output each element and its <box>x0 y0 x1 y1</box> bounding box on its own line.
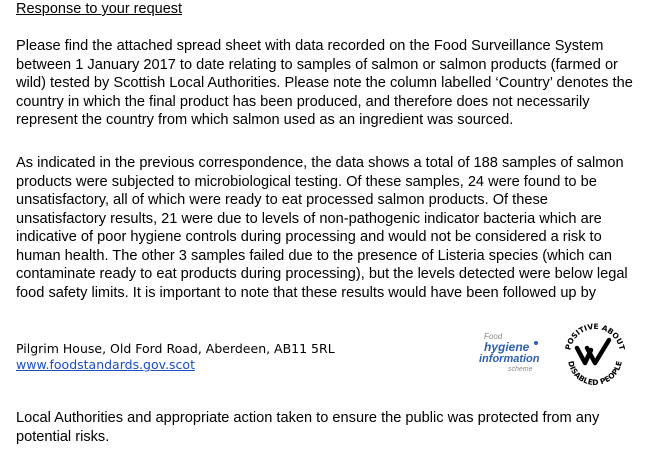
paragraph-line: potential risks. <box>16 428 110 445</box>
paragraph-line: products were subjected to microbiological testing. Of these samples, 24 were found to be <box>16 173 597 190</box>
paragraph-line: Local Authorities and appropriate action taken to ensure the public was protected from any <box>16 410 600 426</box>
ptd-logo-double-tick-icon <box>577 340 609 363</box>
paragraph-data-description <box>16 37 656 130</box>
paragraph-line: contaminate ready to eat products during processing), but the levels detected were below legal <box>16 266 628 282</box>
positive-about-disabled-people-logo <box>560 318 630 388</box>
paragraph-line: food safety limits. It is important to note that these results would have been followed up by <box>16 284 597 301</box>
website-link[interactable]: www.foodstandards.gov.scot <box>16 357 195 372</box>
paragraph-line: As indicated in the previous correspondence, the data shows a total of 188 samples of salmon <box>16 155 624 171</box>
fhis-logo-text-hygiene: hygiene <box>484 340 530 354</box>
paragraph-follow-up <box>16 409 656 446</box>
paragraph-line: represent the country from which salmon used as an ingredient was sourced. <box>16 112 514 128</box>
fhis-logo-text-information: information <box>479 353 540 365</box>
paragraph-test-results <box>16 154 656 302</box>
paragraph-line: unsatisfactory, all of which were ready to eat processed salmon products. Of these <box>16 192 548 208</box>
fhis-logo-text-food: Food <box>484 332 503 341</box>
paragraph-line: Please find the attached spread sheet with data recorded on the Food Surveillance System <box>16 38 604 54</box>
food-hygiene-information-scheme-logo <box>478 330 558 378</box>
ptd-logo-top-text: POSITIVE ABOUT <box>563 321 627 351</box>
fhis-logo-text-scheme: scheme <box>508 366 533 373</box>
fhis-logo-star-icon <box>534 341 538 345</box>
paragraph-line: unsatisfactory results, 21 were due to levels of non-pathogenic indicator bacteria which are <box>16 210 602 227</box>
page-heading: Response to your request <box>16 1 183 17</box>
footer-address: Pilgrim House, Old Ford Road, Aberdeen, AB11 5RL <box>16 341 335 356</box>
paragraph-line: indicative of poor hygiene controls during processing and would not be considered a risk to <box>16 229 602 245</box>
paragraph-line: human health. The other 3 samples failed due to the presence of Listeria species (which can <box>16 247 612 264</box>
paragraph-line: between 1 January 2017 to date relating to samples of salmon or salmon products (farmed or <box>16 56 618 73</box>
ptd-logo-bottom-text: DISABLED PEOPLE <box>566 359 624 388</box>
paragraph-line: wild) tested by Scottish Local Authorities. Please note the column labelled ‘Country’ denotes the <box>16 75 633 91</box>
paragraph-line: country in which the final product has been produced, and therefore does not necessarily <box>16 93 590 110</box>
